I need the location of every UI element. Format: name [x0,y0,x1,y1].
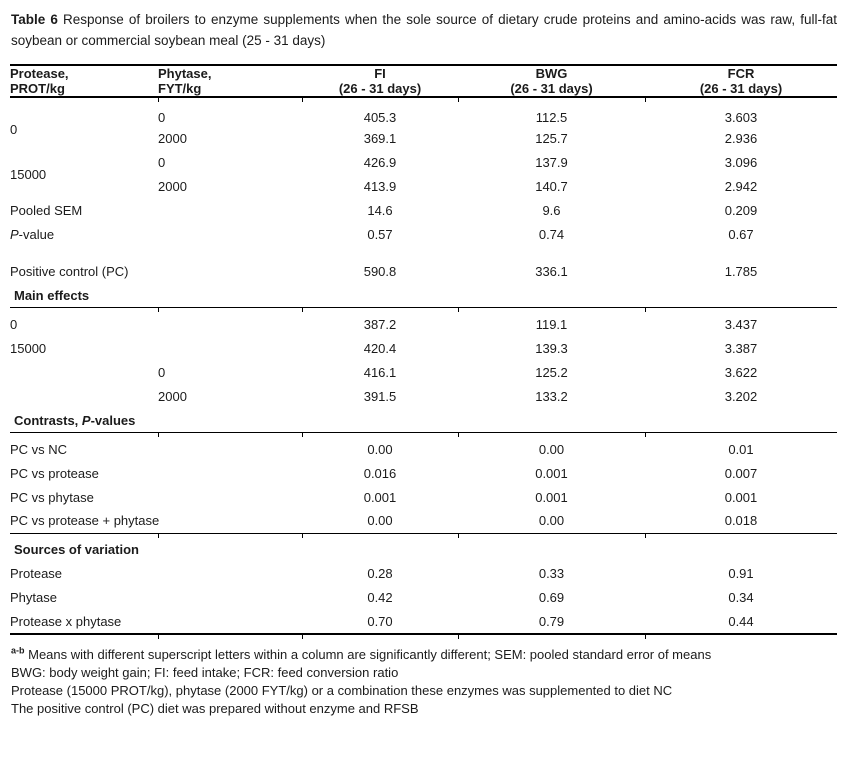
superscript-marker: a-b [11,645,25,656]
fcr-value: 1.785 [724,263,758,279]
table-row-pc-vs-nc [10,437,837,461]
table-row-positive-control [10,259,837,283]
fi-value: 420.4 [363,340,397,356]
fcr-value: 0.67 [728,226,754,242]
fcr-value: 0.007 [724,465,758,481]
fi-value: 416.1 [363,364,397,380]
fi-value: 0.28 [367,566,393,581]
bwg-value: 137.9 [535,154,568,170]
header-row [10,65,837,97]
bwg-value: 125.2 [535,364,568,380]
section-heading-sources: Sources of variation [14,542,139,557]
fi-value: 405.3 [363,110,397,125]
col-header-protease: Protease, PROT/kg [10,65,158,97]
fi-value: 391.5 [363,388,397,404]
fi-value: 0.57 [367,226,393,242]
footnote-abbreviations: BWG: body weight gain; FI: feed intake; FCR: feed conversion ratio [11,664,399,680]
fi-value: 0.42 [367,590,393,605]
fi-value: 14.6 [367,202,393,218]
row-label: P-value [10,226,55,242]
table-row-protease0-phytase0 [10,102,837,126]
bwg-value: 133.2 [535,388,568,404]
section-heading-contrasts: Contrasts, P-values [14,412,136,428]
bwg-value: 112.5 [535,110,568,125]
table-caption-text: Response of broilers to enzyme supplements when the sole source of dietary crude proteins and amino-acids was raw, full-fat soybean or commercial soybean meal (25 - 31 days) [11,12,837,48]
empty-cell [10,360,158,384]
bwg-value: 0.001 [535,465,568,481]
row-label: PC vs protease [10,465,99,481]
col-header-fcr: FCR (26 - 31 days) [645,65,837,97]
spacer-row [10,246,837,259]
bwg-value: 9.6 [542,202,561,218]
phytase-level: 0 [158,154,166,170]
protease-level: 0 [10,122,18,137]
table-caption [11,9,837,51]
page [0,9,848,762]
table-row-variation-phytase [10,586,837,610]
col-header-fi: FI (26 - 31 days) [302,65,458,97]
col-header-phytase: Phytase, FYT/kg [158,65,302,97]
bwg-value: 0.00 [538,441,565,457]
table-bottom-rule [10,634,837,639]
bwg-value: 119.1 [535,316,568,332]
fi-value: 0.70 [367,613,393,629]
fi-value: 413.9 [363,178,397,194]
table-row-main-effect-phytase0 [10,360,837,384]
table-row-p-value [10,222,837,246]
fcr-value: 3.622 [724,364,758,380]
footnote-positive-control: The positive control (PC) diet was prepared without enzyme and RFSB [11,700,419,716]
footnote-enzyme-doses: Protease (15000 PROT/kg), phytase (2000 FYT/kg) or a combination these enzymes was supplemented to diet NC [11,682,673,698]
protease-level: 15000 [10,166,47,182]
phytase-level: 2000 [158,178,187,194]
row-label: 0 [10,316,18,332]
row-label: PC vs protease + phytase [10,513,160,529]
fi-value: 0.00 [367,513,393,529]
table-row-pc-vs-protease [10,461,837,485]
row-label: PC vs phytase [10,489,94,505]
bwg-value: 125.7 [535,130,568,146]
table-row-variation-protease [10,562,837,586]
table-row-protease15000-phytase0 [10,150,837,174]
row-label: Pooled SEM [10,202,83,218]
results-table [10,64,837,639]
fi-value: 387.2 [363,316,397,332]
fcr-value: 2.942 [724,178,758,194]
fcr-value: 0.018 [724,513,758,529]
fcr-value: 3.387 [724,340,758,356]
bwg-value: 0.79 [538,613,565,629]
table-row-pc-vs-protease-phytase [10,509,837,533]
table-row-pooled-sem [10,198,837,222]
fcr-value: 3.603 [724,110,758,125]
fi-value: 0.001 [363,489,397,505]
fcr-value: 0.209 [724,202,758,218]
row-label: Protease x phytase [10,613,122,629]
bwg-value: 336.1 [535,263,568,279]
phytase-level: 0 [158,110,166,125]
table-row-main-effect-protease15000 [10,336,837,360]
fcr-value: 0.001 [724,489,758,505]
section-heading-main-effects: Main effects [14,287,90,303]
row-label: Phytase [10,590,57,605]
bwg-value: 139.3 [535,340,568,356]
bwg-value: 0.001 [535,489,568,505]
fi-value: 0.016 [363,465,397,481]
row-label: 0 [158,364,166,380]
fi-value: 369.1 [363,130,397,146]
empty-cell [10,384,158,408]
row-label: 15000 [10,340,47,356]
fcr-value: 0.91 [728,566,754,581]
fcr-value: 2.936 [724,130,758,146]
phytase-level: 2000 [158,130,187,146]
bwg-value: 0.69 [538,590,565,605]
table-row-main-effect-protease0 [10,312,837,336]
bwg-value: 0.33 [538,566,565,581]
table-row-main-effect-phytase2000 [10,384,837,408]
fcr-value: 0.01 [728,441,754,457]
table-row-variation-interaction [10,610,837,634]
fcr-value: 0.34 [728,590,754,605]
bwg-value: 0.74 [538,226,565,242]
fcr-value: 3.202 [724,388,758,404]
row-label: PC vs NC [10,441,68,457]
footnotes [11,646,837,718]
col-header-bwg: BWG (26 - 31 days) [458,65,645,97]
table-row-pc-vs-phytase [10,485,837,509]
fcr-value: 0.44 [728,613,754,629]
fcr-value: 3.437 [724,316,758,332]
bwg-value: 0.00 [538,513,565,529]
row-label: Positive control (PC) [10,263,129,279]
row-label: 2000 [158,388,187,404]
bwg-value: 140.7 [535,178,568,194]
table-number: Table 6 [11,12,58,27]
fi-value: 426.9 [363,154,397,170]
fi-value: 0.00 [367,441,393,457]
fcr-value: 3.096 [724,154,758,170]
row-label: Protease [10,566,63,581]
footnote-superscript-note: $^{a-b}$ Means with different superscript letters within a column are significantly different; SEM: pooled standard error of means [11,645,712,662]
fi-value: 590.8 [363,263,397,279]
